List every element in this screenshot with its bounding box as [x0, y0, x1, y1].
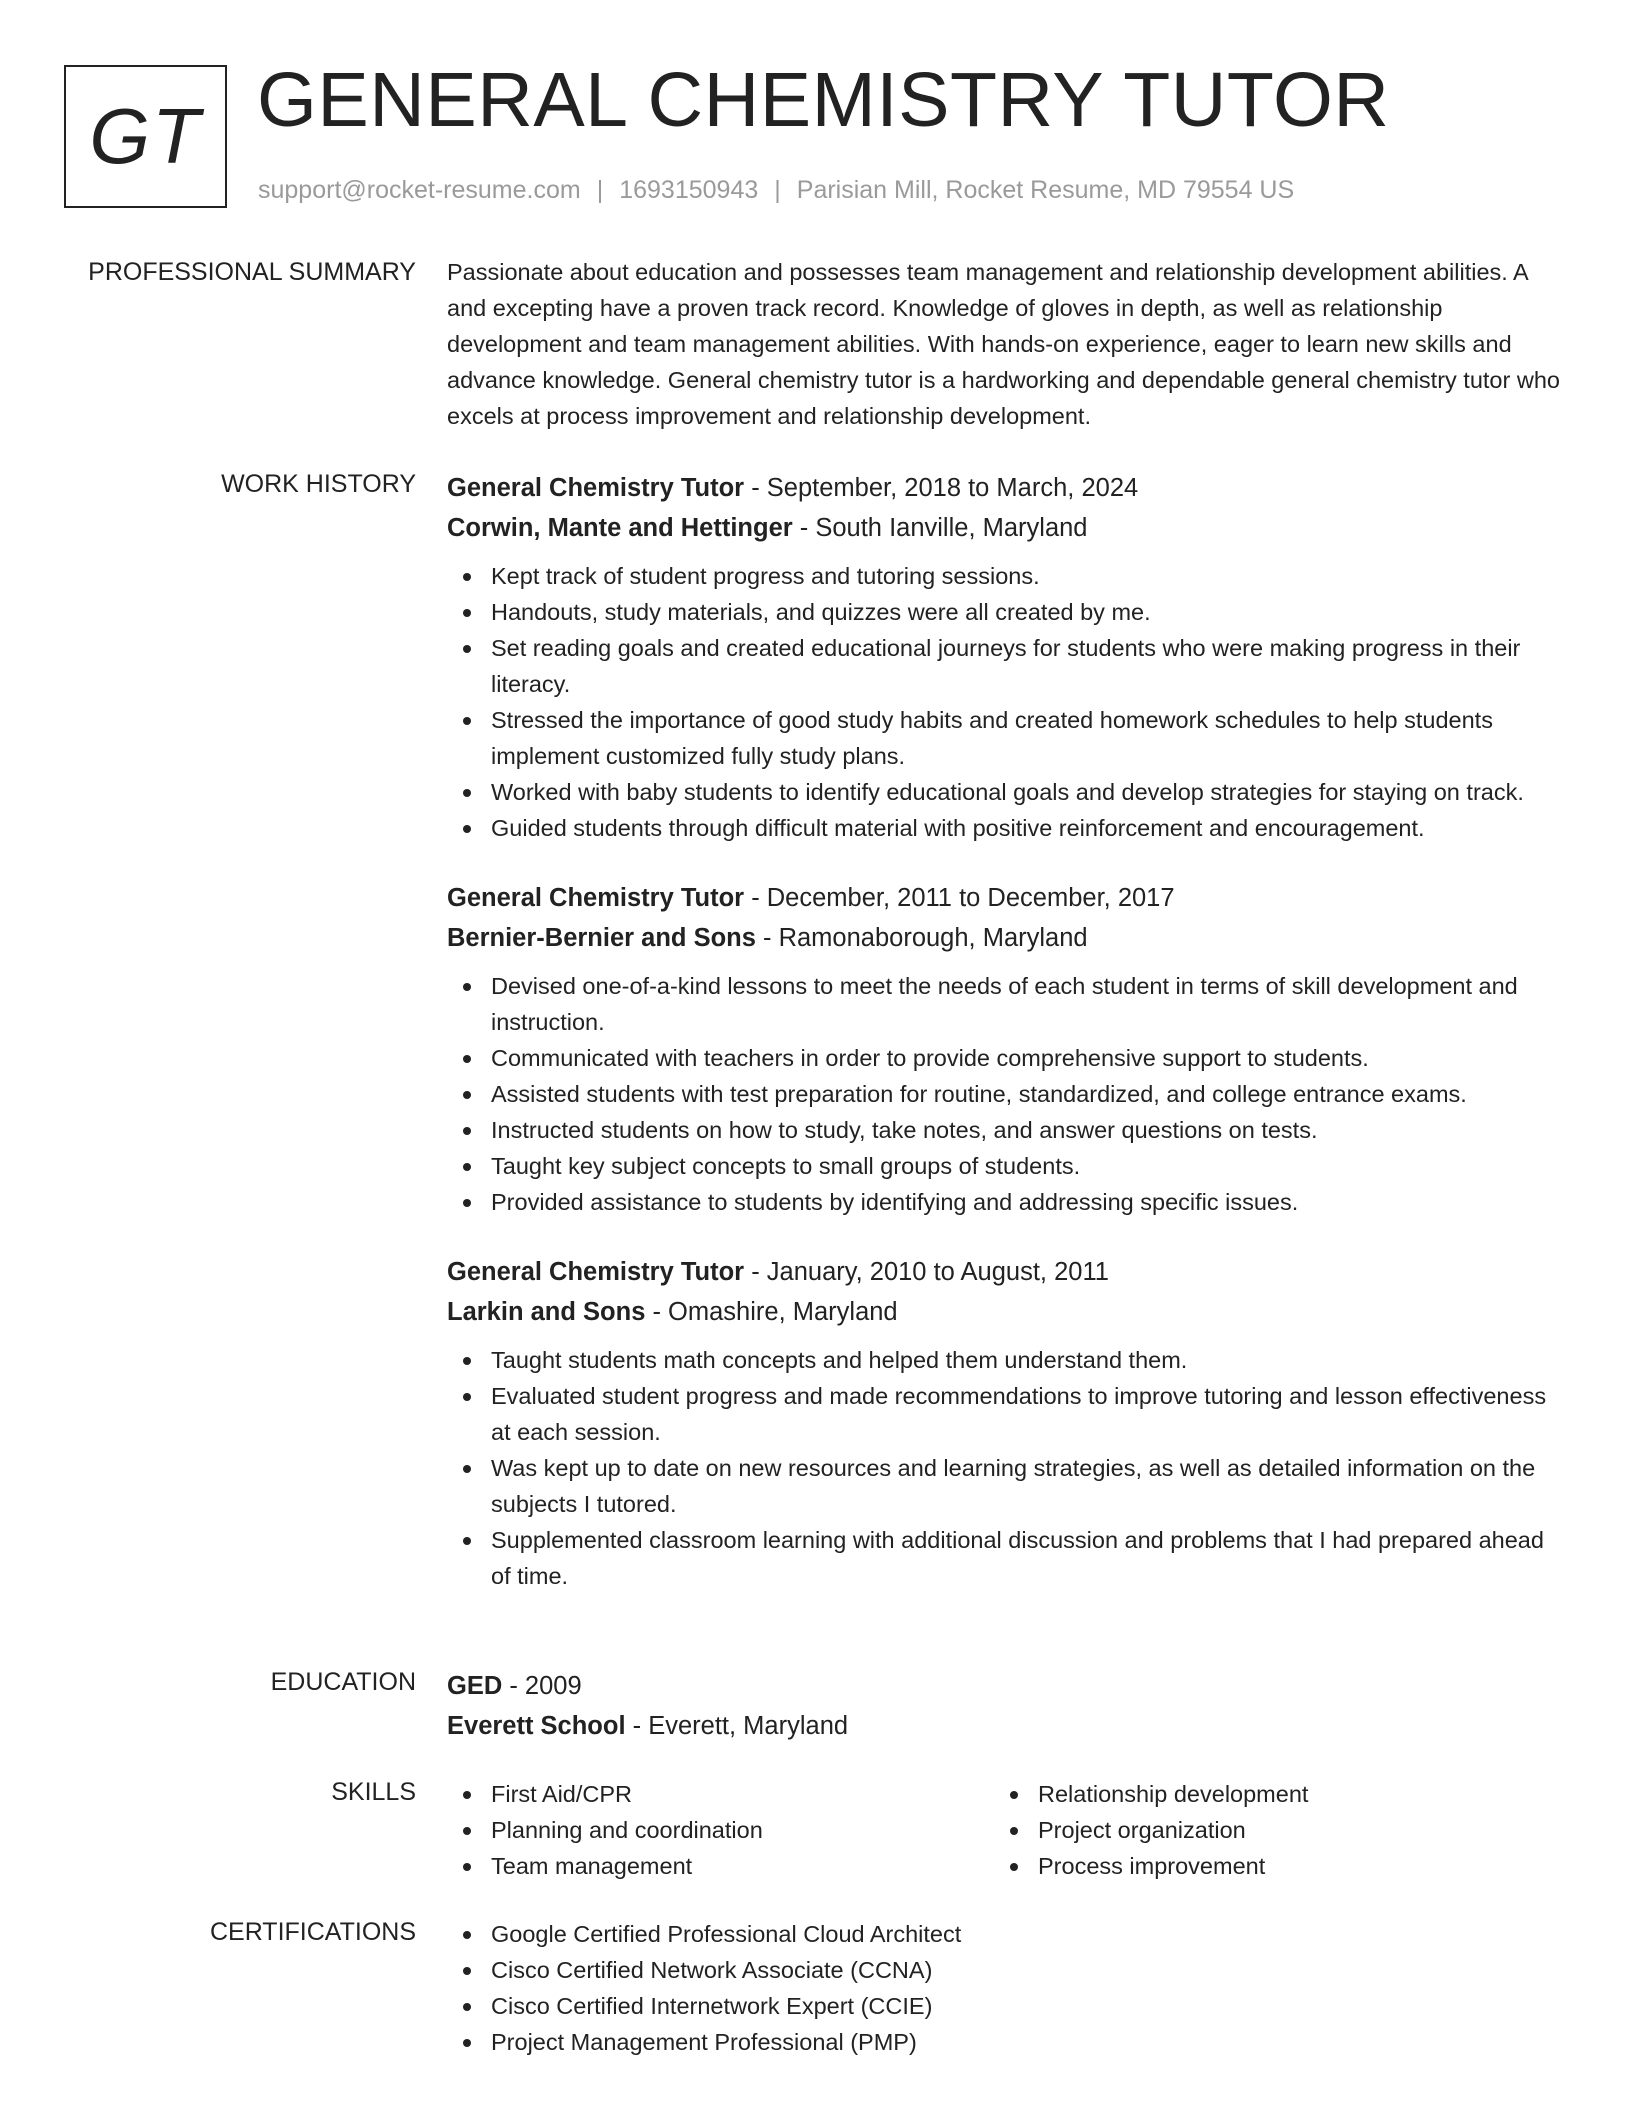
job-bullets: [447, 968, 1562, 1220]
list-item: Worked with baby students to identify educational goals and develop strategies for staying on track.: [447, 774, 1562, 810]
job-company-line: [447, 918, 1562, 958]
education-degree: GED: [447, 1672, 503, 1700]
job-company-line: [447, 508, 1562, 548]
contact-address: Parisian Mill, Rocket Resume, MD 79554 US: [796, 176, 1295, 204]
job-company: Corwin, Mante and Hettinger: [447, 514, 793, 542]
job-entry: [447, 468, 1562, 846]
job-title: General Chemistry Tutor: [447, 1258, 745, 1286]
job-title-line: [447, 878, 1562, 918]
list-item: Devised one-of-a-kind lessons to meet the needs of each student in terms of skill development and instruction.: [447, 968, 1562, 1040]
list-item: First Aid/CPR: [447, 1776, 994, 1812]
skills-list-right: [994, 1776, 1541, 1884]
list-item: Cisco Certified Network Associate (CCNA): [447, 1952, 1562, 1988]
job-entry: [447, 1252, 1562, 1594]
contact-phone: 1693150943: [619, 176, 759, 204]
list-item: Planning and coordination: [447, 1812, 994, 1848]
job-title: General Chemistry Tutor: [447, 884, 745, 912]
education-location: - Everett, Maryland: [625, 1712, 849, 1740]
education-school: Everett School: [447, 1712, 626, 1740]
job-company-line: [447, 1292, 1562, 1332]
list-item: Supplemented classroom learning with additional discussion and problems that I had prepared ahead of time.: [447, 1522, 1562, 1594]
list-item: Project Management Professional (PMP): [447, 2024, 1562, 2060]
list-item: Set reading goals and created educational journeys for students who were making progress in their literacy.: [447, 630, 1562, 702]
job-company: Bernier-Bernier and Sons: [447, 924, 756, 952]
contact-separator: |: [774, 176, 781, 204]
work-history-label: WORK HISTORY: [221, 470, 416, 498]
list-item: Project organization: [994, 1812, 1541, 1848]
job-dates: - September, 2018 to March, 2024: [744, 474, 1139, 502]
job-bullets: [447, 558, 1562, 846]
list-item: Guided students through difficult material with positive reinforcement and encouragement.: [447, 810, 1562, 846]
monogram: GT: [64, 65, 227, 208]
contact-line: [258, 176, 1294, 205]
list-item: Taught key subject concepts to small groups of students.: [447, 1148, 1562, 1184]
job-location: - Omashire, Maryland: [645, 1298, 898, 1326]
education-school-line: [447, 1706, 1562, 1746]
certifications-label: CERTIFICATIONS: [209, 1918, 416, 1946]
list-item: Instructed students on how to study, take notes, and answer questions on tests.: [447, 1112, 1562, 1148]
resume-title: GENERAL CHEMISTRY TUTOR: [257, 57, 1390, 143]
job-dates: - January, 2010 to August, 2011: [744, 1258, 1109, 1286]
contact-email: support@rocket-resume.com: [258, 176, 581, 204]
job-bullets: [447, 1342, 1562, 1594]
list-item: Communicated with teachers in order to provide comprehensive support to students.: [447, 1040, 1562, 1076]
job-dates: - December, 2011 to December, 2017: [744, 884, 1175, 912]
job-company: Larkin and Sons: [447, 1298, 646, 1326]
list-item: Was kept up to date on new resources and learning strategies, as well as detailed information on the subjects I tutored.: [447, 1450, 1562, 1522]
education-degree-line: [447, 1666, 1562, 1706]
list-item: Team management: [447, 1848, 994, 1884]
skills-list-left: [447, 1776, 994, 1884]
list-item: Relationship development: [994, 1776, 1541, 1812]
education-year: - 2009: [502, 1672, 582, 1700]
summary-text: Passionate about education and possesses team management and relationship development abilities. A and excepting have a proven track record. Knowledge of gloves in depth, as well as relationship development and team management abilities. With hands-on experience, eager to learn new skills and advance knowledge. General chemistry tutor is a hardworking and dependable general chemistry tutor who excels at process improvement and relationship development.: [447, 259, 1560, 429]
list-item: Taught students math concepts and helped them understand them.: [447, 1342, 1562, 1378]
list-item: Handouts, study materials, and quizzes were all created by me.: [447, 594, 1562, 630]
list-item: Google Certified Professional Cloud Architect: [447, 1916, 1562, 1952]
contact-separator: |: [596, 176, 604, 204]
list-item: Kept track of student progress and tutoring sessions.: [447, 558, 1562, 594]
job-title: General Chemistry Tutor: [447, 474, 745, 502]
education-label: EDUCATION: [270, 1668, 416, 1696]
list-item: Cisco Certified Internetwork Expert (CCIE): [447, 1988, 1562, 2024]
job-location: - Ramonaborough, Maryland: [755, 924, 1088, 952]
list-item: Evaluated student progress and made recommendations to improve tutoring and lesson effectiveness at each session.: [447, 1378, 1562, 1450]
job-entry: [447, 878, 1562, 1220]
list-item: Process improvement: [994, 1848, 1541, 1884]
list-item: Stressed the importance of good study habits and created homework schedules to help students implement customized fully study plans.: [447, 702, 1562, 774]
summary-label: PROFESSIONAL SUMMARY: [88, 258, 416, 286]
job-location: - South Ianville, Maryland: [792, 514, 1088, 542]
job-title-line: [447, 468, 1562, 508]
job-title-line: [447, 1252, 1562, 1292]
list-item: Provided assistance to students by identifying and addressing specific issues.: [447, 1184, 1562, 1220]
skills-label: SKILLS: [331, 1778, 416, 1806]
certifications-list: [447, 1916, 1562, 2060]
list-item: Assisted students with test preparation for routine, standardized, and college entrance exams.: [447, 1076, 1562, 1112]
